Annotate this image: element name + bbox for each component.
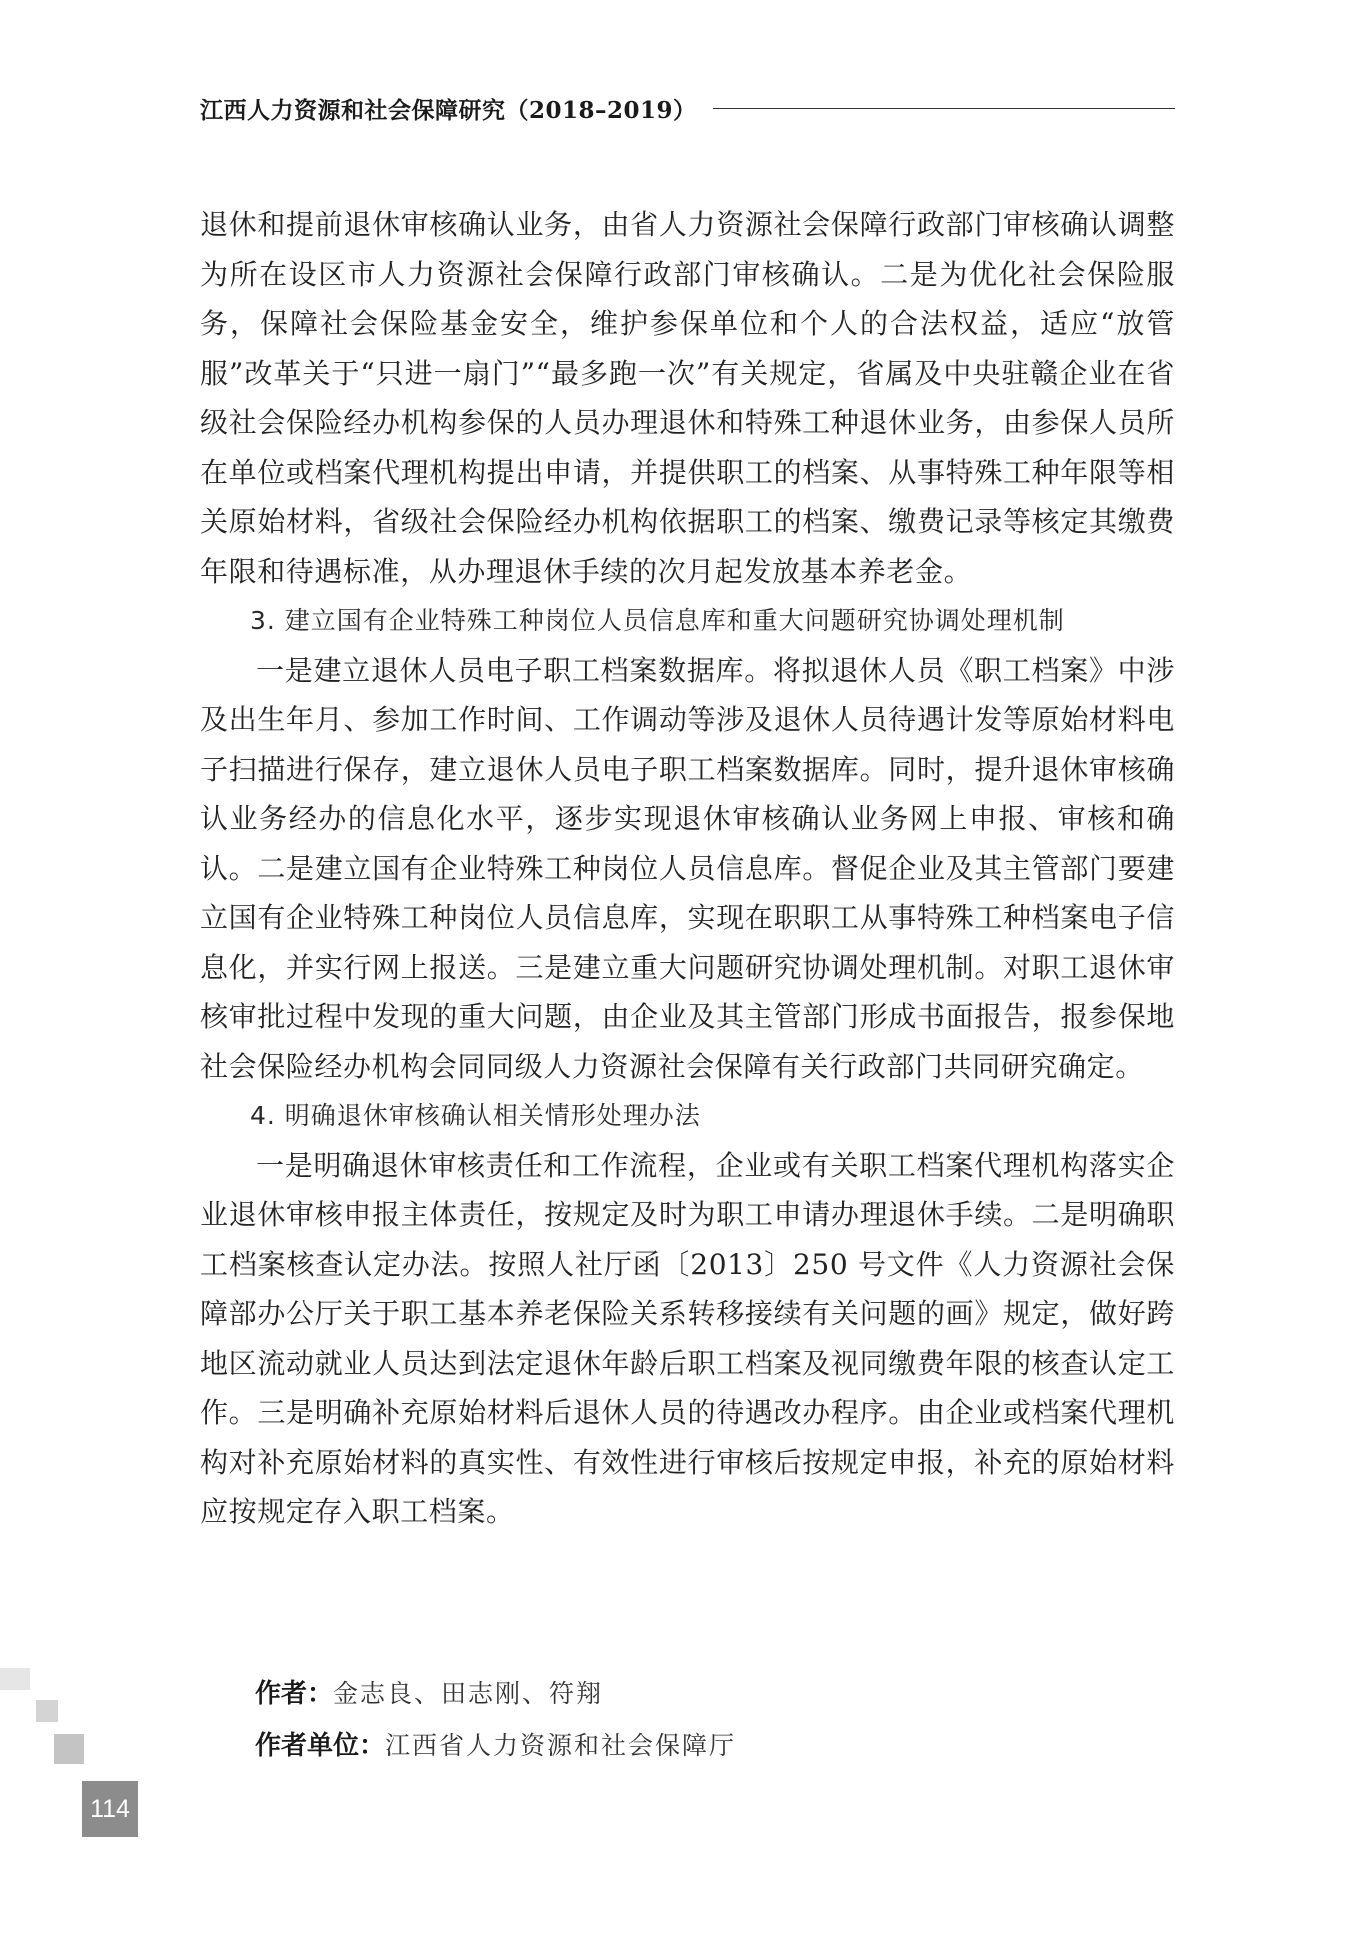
paragraph: 一是建立退休人员电子职工档案数据库。将拟退休人员《职工档案》中涉及出生年月、参加工作时间、工作调动等涉及退休人员待遇计发等原始材料电子扫描进行保存，建立退休人员电子职工档案数据库。同时，提升退休审核确认业务经办的信息化水平，逐步实现退休审核确认业务网上申报、审核和确认。二是建立国有企业特殊工种岗位人员信息库。督促企业及其主管部门要建立国有企业特殊工种岗位人员信息库，实现在职职工从事特殊工种档案电子信息化，并实行网上报送。三是建立重大问题研究协调处理机制。对职工退休审核审批过程中发现的重大问题，由企业及其主管部门形成书面报告，报参保地社会保险经办机构会同同级人力资源社会保障有关行政部门共同研究确定。 [200, 653, 1175, 1083]
page-number-box [82, 1781, 138, 1837]
affiliation-label: 作者单位： [255, 1731, 386, 1761]
author-names: 金志良、田志刚、符翔 [333, 1679, 604, 1708]
decorative-block [36, 1700, 58, 1722]
page-number: 114 [90, 1794, 130, 1823]
affiliation-name: 江西省人力资源和社会保障厅 [385, 1731, 737, 1760]
section-heading: 4. 明确退休审核确认相关情形处理办法 [250, 1101, 701, 1130]
paragraph: 退休和提前退休审核确认业务，由省人力资源社会保障行政部门审核确认调整为所在设区市人力资源社会保障行政部门审核确认。二是为优化社会保险服务，保障社会保险基金安全，维护参保单位和个人的合法权益，适应“放管服”改革关于“只进一扇门”“最多跑一次”有关规定，省属及中央驻赣企业在省级社会保险经办机构参保的人员办理退休和特殊工种退休业务，由参保人员所在单位或档案代理机构提出申请，并提供职工的档案、从事特殊工种年限等相关原始材料，省级社会保险经办机构依据职工的档案、缴费记录等核定其缴费年限和待遇标准，从办理退休手续的次月起发放基本养老金。 [200, 208, 1175, 588]
paragraph: 一是明确退休审核责任和工作流程，企业或有关职工档案代理机构落实企业退休审核申报主体责任，按规定及时为职工申请办理退休手续。二是明确职工档案核查认定办法。按照人社厅函〔2013〕250 号文件《人力资源社会保障部办公厅关于职工基本养老保险关系转移接续有关问题的画》规定，做好跨地区流动就业人员达到法定退休年龄后职工档案及视同缴费年限的核查认定工作。三是明确补充原始材料后退休人员的待遇改办程序。由企业或档案代理机构对补充原始材料的真实性、有效性进行审核后按规定申报，补充的原始材料应按规定存入职工档案。 [200, 1148, 1175, 1528]
author-line [255, 1668, 736, 1720]
book-title: 江西人力资源和社会保障研究（2018–2019） [200, 96, 697, 124]
author-label: 作者： [255, 1679, 334, 1709]
affiliation-line [255, 1720, 736, 1772]
decorative-block [0, 1668, 30, 1690]
header-rule [713, 108, 1175, 109]
section-heading: 3. 建立国有企业特殊工种岗位人员信息库和重大问题研究协调处理机制 [250, 606, 1065, 635]
running-header [200, 88, 1175, 128]
main-text [200, 200, 1175, 1537]
decorative-block [54, 1734, 84, 1764]
author-info [255, 1668, 736, 1772]
